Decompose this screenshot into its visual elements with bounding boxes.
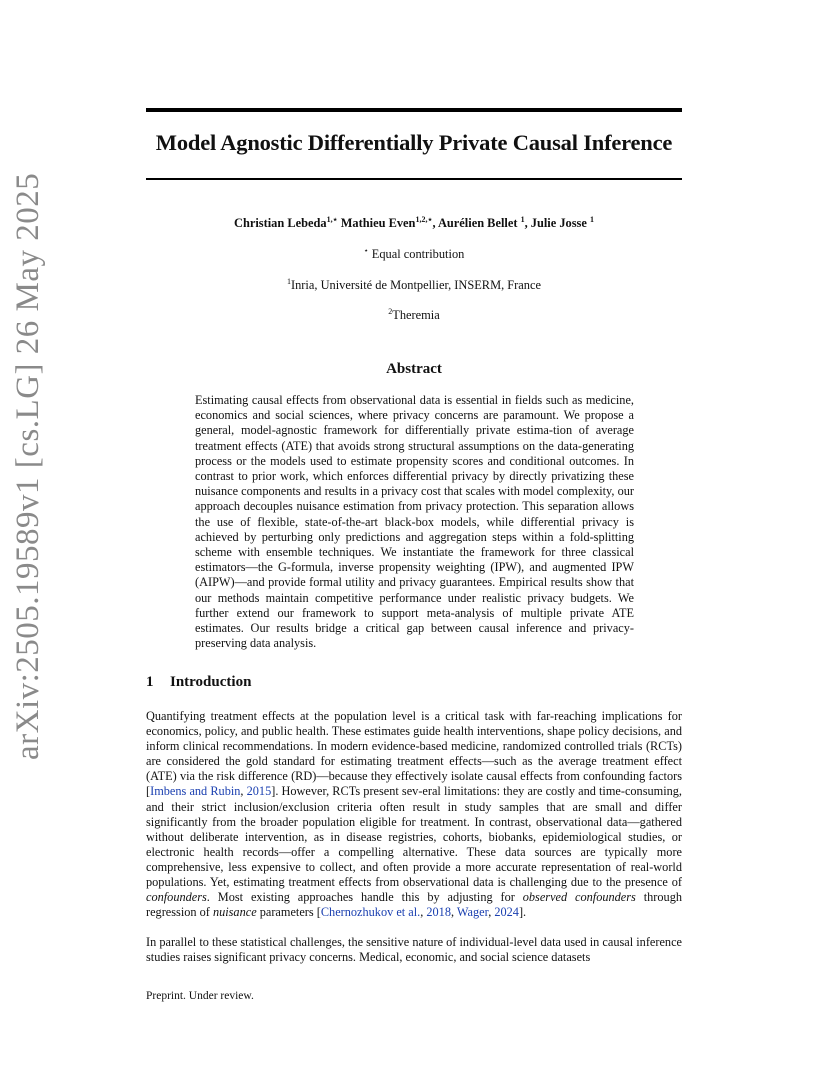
- affiliation-2: [146, 307, 682, 323]
- author-name: Christian Lebeda: [234, 216, 327, 230]
- section-title: Introduction: [170, 674, 252, 690]
- text-run: through regression of: [146, 890, 682, 920]
- paper-title: Model Agnostic Differentially Private Causal Inference: [155, 130, 673, 155]
- arxiv-identifier-stamp: arXiv:2505.19589v1 [cs.LG] 26 May 2025: [10, 172, 46, 760]
- author-affiliation-mark: 1,⋆: [326, 215, 338, 224]
- equal-contribution-star: ⋆: [363, 246, 369, 255]
- text-run: . Most existing approaches handle this by adjusting for: [206, 890, 523, 905]
- citation-link[interactable]: 2015: [246, 784, 272, 799]
- author-affiliation-mark: 1: [590, 215, 594, 224]
- emphasis: confounders: [146, 890, 207, 905]
- citation-link[interactable]: Wager: [456, 905, 489, 920]
- text-run: Quantifying treatment effects at the population level is a critical task with far-reaching implications for economics, policy, and public health. These estimates guide health interventions, shape policy decisions, and inform clinical recommendations. In modern evidence-based medicine, randomized controlled trials (RCTs) are considered the gold standard for estimating treatment effects—such as the average treatment effect (ATE) via the risk difference (RD)—because they effectively isolate causal effects from confounding factors [: [146, 709, 682, 799]
- text-run: ].: [518, 905, 527, 920]
- section-heading-introduction: [146, 674, 251, 691]
- author-affiliation-mark: 1: [520, 215, 525, 224]
- intro-paragraph-1: [146, 709, 682, 920]
- citation-link[interactable]: 2018: [426, 905, 451, 920]
- affiliation-1: [146, 277, 682, 293]
- affiliation-2-text: Theremia: [392, 308, 440, 322]
- affiliation-1-mark: 1: [286, 277, 291, 286]
- title-top-rule: [146, 108, 682, 112]
- text-run: ,: [420, 905, 427, 920]
- emphasis: nuisance: [212, 905, 257, 920]
- abstract-body: Estimating causal effects from observational data is essential in fields such as medicine, economics and social sciences, where privacy concerns are paramount. We propose a general, model-agnostic framework for differentially private estima-tion of average treatment effects (ATE) that avoids strong structural assumptions on the data-generating process or the models used to estimate propensity scores and conditional outcomes. In contrast to prior work, which enforces differential privacy by directly privatizing these nuisance components and results in a privacy cost that scales with model complexity, our approach decouples nuisance estimation from privacy protection. This separation allows the use of flexible, state-of-the-art black-box models, while differential privacy is achieved by perturbing only predictions and aggregation steps within a fold-splitting scheme with ensemble techniques. We instantiate the framework for three classical estimators—the G-formula, inverse propensity weighting (IPW), and augmented IPW (AIPW)—and provide formal utility and privacy guarantees. Empirical results show that our methods maintain competitive performance under realistic privacy budgets. We further extend our framework to support meta-analysis of multiple private ATE estimates. Our results bridge a critical gap between causal inference and privacy-preserving data analysis.: [195, 393, 634, 651]
- intro-paragraph-2: In parallel to these statistical challenges, the sensitive nature of individual-level data used in causal inference studies raises significant privacy concerns. Medical, economic, and social science datasets: [146, 935, 682, 965]
- text-run: ,: [488, 905, 495, 920]
- affiliation-1-text: Inria, Université de Montpellier, INSERM, France: [290, 278, 541, 292]
- affiliation-2-mark: 2: [388, 307, 393, 316]
- preprint-footer: Preprint. Under review.: [146, 990, 254, 1002]
- author-affiliation-mark: 1,2,⋆: [415, 215, 433, 224]
- abstract-heading: Abstract: [386, 361, 442, 377]
- section-number: 1: [146, 674, 154, 690]
- text-run: ,: [450, 905, 457, 920]
- text-run: ,: [240, 784, 247, 799]
- author-name: Julie Josse: [530, 216, 587, 230]
- author-name: Mathieu Even: [340, 216, 416, 230]
- citation-link[interactable]: Imbens and Rubin: [150, 784, 241, 799]
- citation-link[interactable]: 2024: [494, 905, 519, 920]
- equal-contribution-note: [146, 246, 682, 262]
- emphasis: observed confounders: [522, 890, 636, 905]
- equal-contribution-text: Equal contribution: [371, 247, 465, 261]
- author-list: Christian Lebeda$^{1,⋆}$ Mathieu Even$^{1,2,⋆}$, Aurélien Bellet $^1$, Julie Josse $^1$: [234, 215, 594, 230]
- text-run: ]. However, RCTs present sev-eral limitations: they are costly and time-consuming, and their strict inclusion/exclusion criteria often result in study samples that are small and differ significantly from the broader population eligible for treatment. In contrast, observational data—gathered without deliberate intervention, as in disease registries, cohorts, biobanks, epidemiological studies, or electronic health records—offer a compelling alternative. These data sources are typically more comprehensive, less expensive to collect, and often provide a more accurate representation of real-world populations. Yet, estimating treatment effects from observational data is challenging due to the presence of: [146, 784, 682, 890]
- author-name: Aurélien Bellet: [437, 216, 518, 230]
- text-run: parameters [: [256, 905, 321, 920]
- citation-link[interactable]: Chernozhukov et al.: [320, 905, 421, 920]
- title-bottom-rule: [146, 178, 682, 180]
